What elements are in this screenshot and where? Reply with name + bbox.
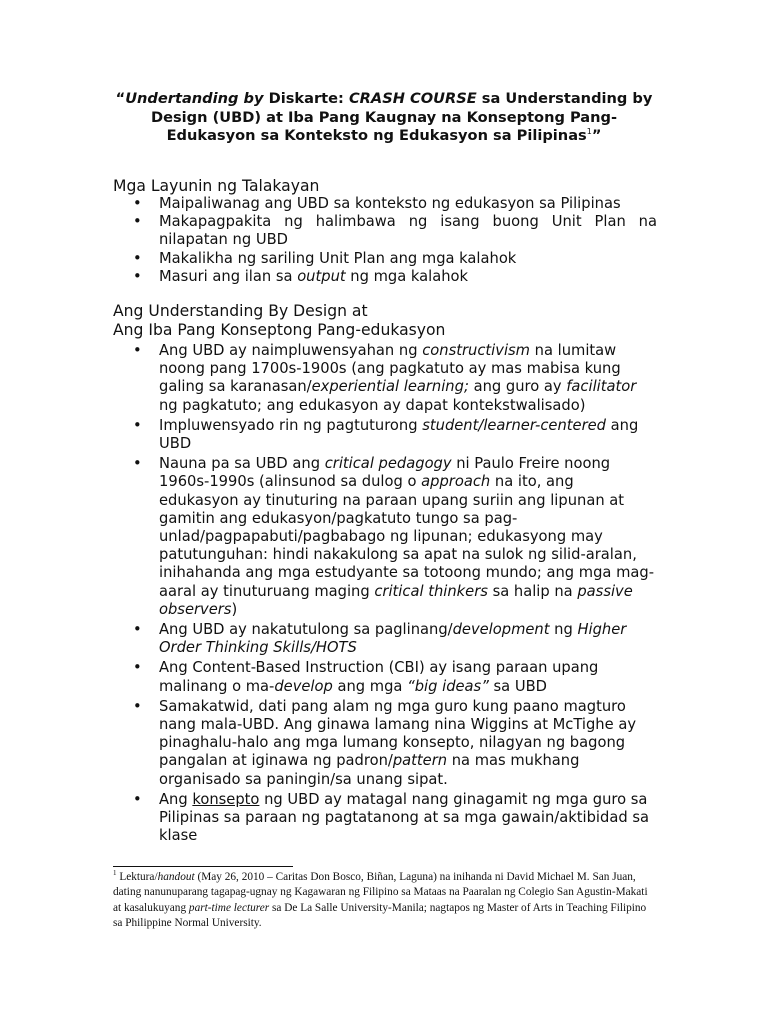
section-heading-line-2: Ang Iba Pang Konseptong Pang-edukasyon <box>113 321 446 339</box>
list-item-critical-pedagogy <box>133 455 657 619</box>
footnote-divider <box>113 866 293 867</box>
text: ang mga <box>332 677 408 695</box>
list-item-cbi <box>133 659 657 695</box>
text: sa halip na <box>487 582 578 600</box>
list-item <box>133 213 657 249</box>
italic-term: student/learner-centered <box>422 416 606 434</box>
text: Impluwensyado rin ng pagtuturong <box>159 416 423 434</box>
text: Ang UBD ay nakatutulong sa paglinang/ <box>159 621 453 639</box>
italic-term: critical pedagogy <box>324 455 452 473</box>
italic-term: passive observers <box>159 582 633 618</box>
text: ang guro ay <box>468 378 567 396</box>
italic-term: critical thinkers <box>374 582 488 600</box>
italic-term: Higher Order Thinking Skills/HOTS <box>159 621 627 657</box>
list-item <box>133 195 657 213</box>
document-title <box>112 90 656 146</box>
text: na mas mukhang organisado sa paningin/sa unang sipat. <box>159 752 580 788</box>
list-item-text: Makapagpakita ng halimbawa ng isang buong Unit Plan na nilapatan ng UBD <box>159 213 657 249</box>
text: Ang <box>159 790 193 808</box>
text: ang UBD <box>159 416 639 453</box>
text: ng UBD ay matagal nang ginagamit ng mga guro sa Pilipinas sa paraan ng pagtatanong at sa mga gawain/aktibidad sa klase <box>159 790 649 845</box>
underlined-term: konsepto <box>192 790 260 808</box>
italic-term: part-time lecturer <box>188 901 270 914</box>
section-heading-line-1: Ang Understanding By Design at <box>113 302 368 320</box>
text: ni Paulo Freire noong 1960s-1990s (alinsunod sa dulog o <box>159 455 611 491</box>
text: ng pagkatuto; ang edukasyon ay dapat kontekstwalisado) <box>159 396 586 414</box>
italic-term: develop <box>274 677 333 695</box>
title-open-quote: “ <box>115 90 126 107</box>
concepts-list <box>133 342 657 847</box>
italic-term: experiential learning; <box>311 378 469 396</box>
italic-term: development <box>452 621 550 639</box>
text: Ang Content-Based Instruction (CBI) ay isang paraan upang malinang o ma- <box>159 659 599 695</box>
list-item-hots <box>133 621 657 657</box>
list-item <box>133 268 657 286</box>
title-close-quote: ” <box>591 127 602 144</box>
italic-term: pattern <box>392 752 448 770</box>
text: Samakatwid, dati pang alam ng mga guro kung paano magturo nang mala-UBD. Ang ginawa lamang nina Wiggins at McTighe ay pinaghalu-halo ang mga lumang konsepto, nilagyan ng bagong pangalan at iginawa ng padron/ <box>159 697 637 770</box>
text: ) <box>231 600 238 618</box>
list-item-konsepto <box>133 791 657 846</box>
list-item-text: Makalikha ng sariling Unit Plan ang mga kalahok <box>159 249 517 267</box>
text: Ang UBD ay naimpluwensyahan ng <box>159 342 423 359</box>
italic-term: handout <box>157 871 195 883</box>
list-item-student-centered <box>133 417 657 453</box>
text: Nauna pa sa UBD ang <box>159 455 325 473</box>
italic-term: “big ideas” <box>407 677 489 695</box>
list-item-constructivism <box>133 342 657 415</box>
text: ng <box>549 621 578 639</box>
footnote <box>113 870 658 931</box>
title-rest: sa Understanding by Design (UBD) at Iba Pang Kaugnay na Konseptong Pang-Edukasyon sa Konteksto ng Edukasyon sa Pilipinas <box>150 90 653 144</box>
text: sa De La Salle University-Manila; nagtapos ng Master of Arts in Teaching Filipino sa Philippine Normal University. <box>113 901 647 929</box>
italic-term: approach <box>421 473 491 491</box>
text: na ito, ang edukasyon ay tinuturing na paraan upang suriin ang lipunan at gamitin ang edukasyon/pagkatuto tungo sa pag-unlad/pagpapabuti/pagbabago ng lipunan; edukasyong may patutunguhan: hindi nakakulong sa apat na sulok ng silid-aralan, inihahanda ang mga estudyante sa totoong mundo; ang mga mag-aaral ay tinuturuang maging <box>159 473 655 600</box>
section-heading-layunin: Mga Layunin ng Talakayan <box>113 177 320 195</box>
title-italic-part: Undertanding by <box>125 90 264 107</box>
title-footnote-mark: 1 <box>586 127 592 137</box>
list-item <box>133 250 657 268</box>
text: na lumitaw noong pang 1700s-1900s (ang pagkatuto ay mas mabisa kung galing sa karanasan/ <box>159 342 621 396</box>
italic-term: constructivism <box>422 342 530 359</box>
list-item-text: Masuri ang ilan sa <box>159 267 298 285</box>
title-diskarte: Diskarte: <box>263 90 349 107</box>
list-item-text: Maipaliwanag ang UBD sa konteksto ng edukasyon sa Pilipinas <box>159 195 621 212</box>
text: (May 26, 2010 – Caritas Don Bosco, Biñan, Laguna) na inihanda ni David Michael M. San Juan, dating nanunuparang tagapag-ugnay ng Kagawaran ng Filipino sa Mataas na Paaralan ng Colegio San Agustin-Makati at kasalukuyang <box>113 871 648 914</box>
list-item-italic: output <box>297 267 346 285</box>
text: sa UBD <box>488 677 547 695</box>
title-crash-course: CRASH COURSE <box>348 90 477 107</box>
objectives-list <box>133 195 657 286</box>
list-item-text: ng mga kalahok <box>345 267 469 285</box>
italic-term: facilitator <box>566 378 637 396</box>
text: Lektura/ <box>116 871 158 883</box>
list-item-samakatwid <box>133 698 657 789</box>
footnote-mark: 1 <box>113 869 117 878</box>
section-heading-ubd <box>113 302 445 340</box>
